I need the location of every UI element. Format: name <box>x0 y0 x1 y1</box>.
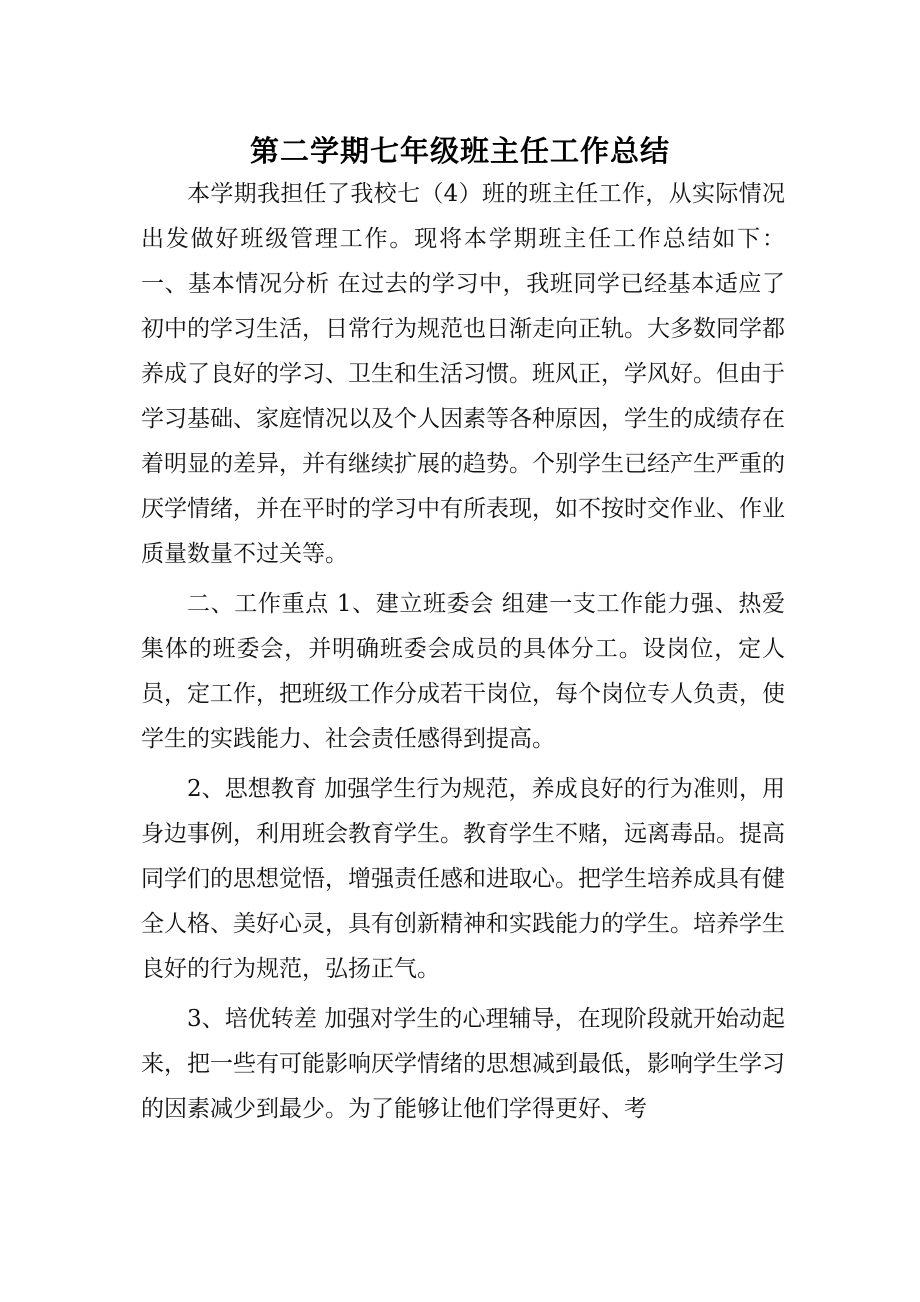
document-body <box>141 172 785 1137</box>
document-title: 第二学期七年级班主任工作总结 <box>249 134 670 169</box>
paragraph-work-focus: 二、工作重点 1、建立班委会 组建一支工作能力强、热爱集体的班委会，并明确班委会成员的具体分工。设岗位，定人员，定工作，把班级工作分成若干岗位，每个岗位专人负责，使学生的实践能力、社会责任感得到提高。 <box>141 591 785 752</box>
paragraph-ideological-education: 2、思想教育 加强学生行为规范，养成良好的行为准则，用身边事例，利用班会教育学生。教育学生不赌，远离毒品。提高同学们的思想觉悟，增强责任感和进取心。把学生培养成具有健全人格、美好心灵，具有创新精神和实践能力的学生。培养学生良好的行为规范，弘扬正气。 <box>141 776 785 982</box>
paragraph-cultivate-excellence: 3、培优转差 加强对学生的心理辅导，在现阶段就开始动起来，把一些有可能影响厌学情绪的思想减到最低，影响学生学习的因素减少到最少。为了能够让他们学得更好、考 <box>141 1006 785 1122</box>
paragraph-basic-situation: 本学期我担任了我校七（4）班的班主任工作，从实际情况出发做好班级管理工作。现将本学期班主任工作总结如下： 一、基本情况分析 在过去的学习中，我班同学已经基本适应了初中的学习生活，日常行为规范也日渐走向正轨。大多数同学都养成了良好的学习、卫生和生活习惯。班风正，学风好。但由于学习基础、家庭情况以及个人因素等各种原因，学生的成绩存在着明显的差异，并有继续扩展的趋势。个别学生已经产生严重的厌学情绪，并在平时的学习中有所表现，如不按时交作业、作业质量数量不过关等。 <box>141 181 785 567</box>
